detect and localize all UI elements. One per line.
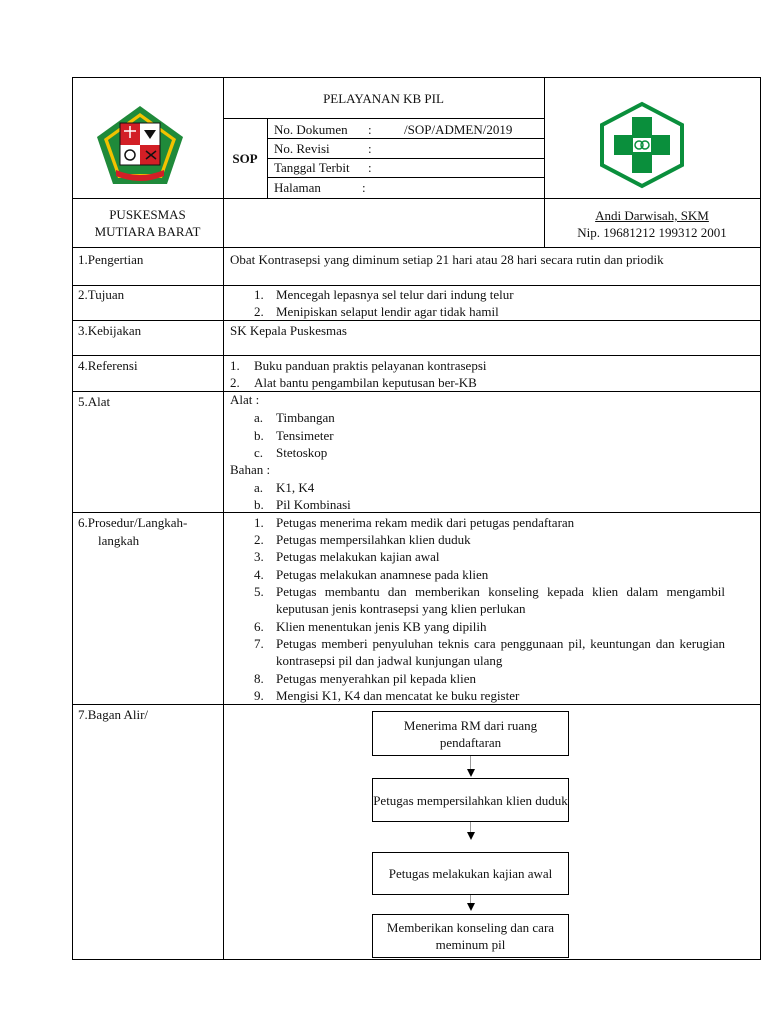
referensi-number: 1.: [230, 358, 240, 373]
org-name-line1: PUSKESMAS: [109, 207, 186, 222]
flowchart-arrow: [467, 769, 475, 777]
bahan-item: K1, K4: [276, 480, 315, 495]
row-divider: [72, 704, 761, 705]
pengertian-text: Obat Kontrasepsi yang diminum setiap 21 hari atau 28 hari secara rutin dan priodik: [230, 252, 664, 267]
field-sep-halaman: :: [362, 180, 366, 195]
label-alat: 5.Alat: [78, 394, 111, 409]
field-label-revisi: No. Revisi: [274, 141, 330, 156]
alat-marker: b.: [254, 428, 264, 443]
label-kebijakan: 3.Kebijakan: [78, 323, 142, 338]
referensi-number: 2.: [230, 375, 240, 390]
label-prosedur-line1: 6.Prosedur/Langkah-: [78, 515, 188, 530]
flowchart-arrow: [467, 832, 475, 840]
label-pengertian: 1.Pengertian: [78, 252, 144, 267]
step-number: 3.: [254, 549, 264, 564]
step-text: Mengisi K1, K4 dan mencatat ke buku register: [276, 688, 520, 703]
alat-item: Tensimeter: [276, 428, 334, 443]
bahan-marker: a.: [254, 480, 264, 495]
step-number: 5.: [254, 584, 264, 599]
flowchart-box: [372, 778, 569, 822]
step-number: 4.: [254, 567, 264, 582]
step-number: 6.: [254, 619, 264, 634]
signer-nip: Nip. 19681212 199312 2001: [577, 225, 727, 240]
flowchart-connector: [470, 822, 471, 832]
step-text: Petugas mempersilahkan klien duduk: [276, 532, 471, 547]
table-border-right: [760, 77, 761, 960]
field-value-dokumen: /SOP/ADMEN/2019: [404, 122, 513, 137]
step-text: Petugas memberi penyuluhan teknis cara penggunaan pil, keuntungan dan kerugian kontrasepsi pil dan jadwal kunjungan ulang: [276, 636, 725, 668]
row-divider: [72, 247, 761, 248]
row-divider: [72, 320, 761, 321]
header-bottom-divider: [72, 198, 761, 199]
row-divider: [72, 391, 761, 392]
field-sep-dokumen: :: [368, 122, 372, 137]
field-sep-tanggal: :: [368, 160, 372, 175]
field-divider-3: [267, 177, 544, 178]
bahan-marker: b.: [254, 497, 264, 512]
tujuan-item: Menipiskan selaput lendir agar tidak hamil: [276, 304, 499, 319]
flowchart-box-text: Memberikan konseling dan cara meminum pil: [386, 920, 555, 952]
label-column-divider: [223, 77, 224, 960]
flowchart-box: [372, 852, 569, 895]
flowchart-connector: [470, 756, 471, 770]
step-number: 8.: [254, 671, 264, 686]
flowchart-arrow: [467, 903, 475, 911]
flowchart-connector: [470, 895, 471, 903]
step-number: 9.: [254, 688, 264, 703]
tujuan-number: 1.: [254, 287, 264, 302]
table-border-top: [72, 77, 761, 78]
org-name-line2: MUTIARA BARAT: [94, 224, 201, 239]
table-border-bottom: [72, 959, 761, 960]
flowchart-box-text: Menerima RM dari ruang pendaftaran: [403, 717, 538, 750]
label-referensi: 4.Referensi: [78, 358, 138, 373]
step-number: 2.: [254, 532, 264, 547]
alat-item: Timbangan: [276, 410, 335, 425]
step-text: Petugas menyerahkan pil kepada klien: [276, 671, 476, 686]
label-bagan-alir: 7.Bagan Alir/: [78, 707, 149, 722]
alat-item: Stetoskop: [276, 445, 328, 460]
flowchart-box: [372, 914, 569, 958]
bahan-item: Pil Kombinasi: [276, 497, 351, 512]
label-tujuan: 2.Tujuan: [78, 287, 125, 302]
referensi-item: Buku panduan praktis pelayanan kontrasepsi: [254, 358, 487, 373]
step-number: 7.: [254, 636, 264, 651]
referensi-item: Alat bantu pengambilan keputusan ber-KB: [254, 375, 477, 390]
title-divider: [223, 118, 544, 119]
step-text: Petugas membantu dan memberikan konseling kepada klien dalam mengambil keputusan jenis kontrasepsi yang klien perlukan: [276, 584, 725, 616]
flowchart-box-text: Petugas mempersilahkan klien duduk: [373, 792, 568, 808]
field-divider-1: [267, 138, 544, 139]
row-divider: [72, 512, 761, 513]
step-text: Petugas menerima rekam medik dari petugas pendaftaran: [276, 515, 575, 530]
health-cross-logo: [598, 101, 686, 189]
flowchart-box-text: Petugas melakukan kajian awal: [388, 866, 553, 881]
document-title: PELAYANAN KB PIL: [323, 91, 444, 106]
bahan-heading: Bahan :: [230, 462, 271, 477]
flowchart-box: [372, 711, 569, 756]
field-label-dokumen: No. Dokumen: [274, 122, 348, 137]
step-text: Klien menentukan jenis KB yang dipilih: [276, 619, 487, 634]
puskesmas-emblem-logo: [94, 104, 186, 188]
sop-label: SOP: [232, 151, 258, 166]
field-label-tanggal: Tanggal Terbit: [274, 160, 350, 175]
signer-name: Andi Darwisah, SKM: [595, 208, 709, 223]
alat-marker: a.: [254, 410, 264, 425]
tujuan-item: Mencegah lepasnya sel telur dari indung telur: [276, 287, 514, 302]
tujuan-number: 2.: [254, 304, 264, 319]
alat-heading: Alat :: [230, 392, 260, 407]
step-text: Petugas melakukan anamnese pada klien: [276, 567, 489, 582]
row-divider: [72, 355, 761, 356]
kebijakan-text: SK Kepala Puskesmas: [230, 323, 347, 338]
label-prosedur-line2: langkah: [98, 533, 140, 548]
step-number: 1.: [254, 515, 264, 530]
step-text: Petugas melakukan kajian awal: [276, 549, 440, 564]
field-sep-revisi: :: [368, 141, 372, 156]
field-label-halaman: Halaman: [274, 180, 321, 195]
alat-marker: c.: [254, 445, 264, 460]
